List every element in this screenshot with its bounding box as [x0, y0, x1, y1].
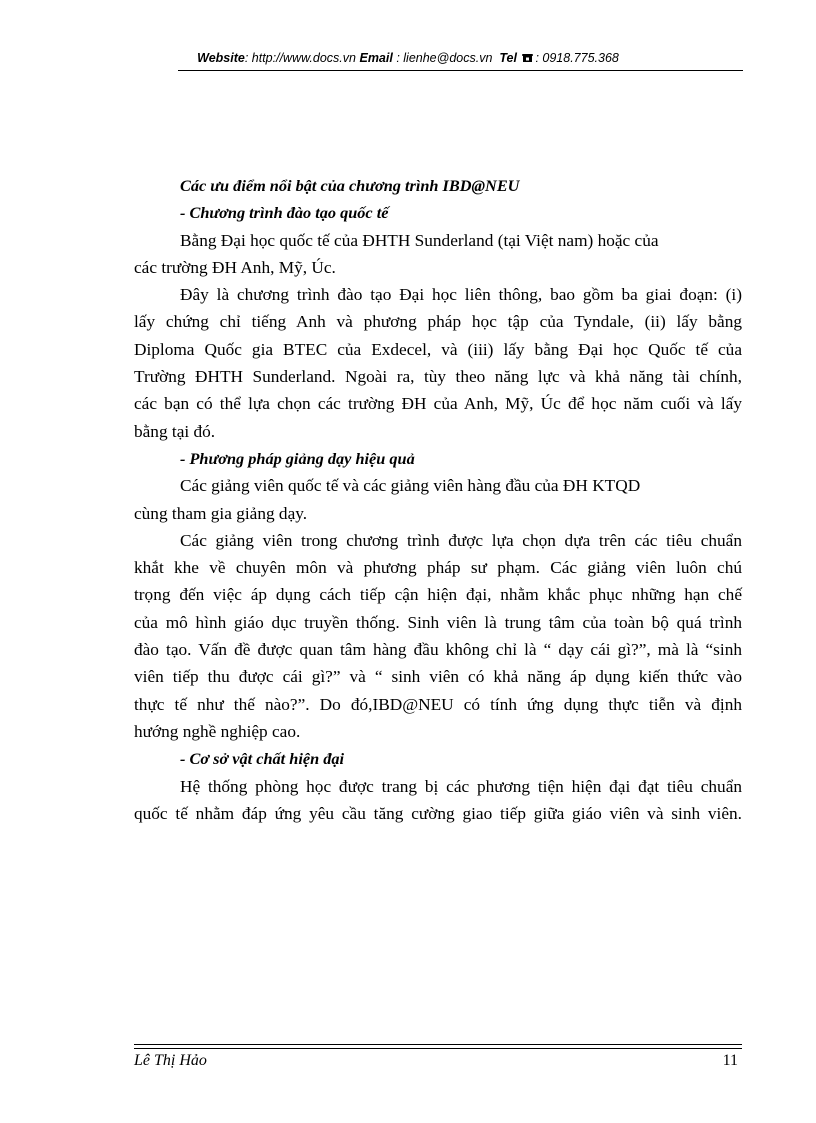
paragraph-line: khắt khe về chuyên môn và phương pháp sư phạm. Các giảng viên luôn chú [134, 558, 742, 578]
paragraph-line: quốc tế nhằm đáp ứng yêu cầu tăng cường giao tiếp giữa giáo viên và sinh viên. [134, 803, 742, 823]
website-value[interactable]: : http://www.docs.vn [244, 51, 356, 65]
tel-value: : 0918.775.368 [535, 51, 619, 65]
tel-label: Tel [499, 51, 517, 65]
paragraph-line: cùng tham gia giảng dạy. [134, 503, 308, 523]
document-body [134, 172, 742, 827]
paragraph-line: đào tạo. Vấn đề được quan tâm hàng đầu không chỉ là “ dạy cái gì?”, mà là “sinh [134, 640, 742, 660]
paragraph-line: Bằng Đại học quốc tế của ĐHTH Sunderland (tại Việt nam) hoặc của [180, 230, 659, 250]
header-rule [178, 70, 743, 71]
paragraph-line: Trường ĐHTH Sunderland. Ngoài ra, tùy theo năng lực và khả năng tài chính, [134, 367, 742, 387]
paragraph-line: trọng đến việc áp dụng cách tiếp cận hiện đại, nhằm khắc phục những hạn chế [134, 585, 742, 605]
paragraph-line: lấy chứng chỉ tiếng Anh và phương pháp học tập của Tyndale, (ii) lấy bằng [134, 312, 742, 332]
paragraph-line: Hệ thống phòng học được trang bị các phương tiện hiện đại đạt tiêu chuẩn [180, 776, 742, 796]
paragraph-line: các trường ĐH Anh, Mỹ, Úc. [134, 257, 336, 277]
paragraph-line: bằng tại đó. [134, 421, 216, 441]
paragraph-line: thực tế như thế nào?”. Do đó,IBD@NEU có tính ứng dụng thực tiễn và định [134, 694, 742, 714]
paragraph-line: Các giảng viên trong chương trình được lựa chọn dựa trên các tiêu chuẩn [180, 530, 742, 550]
page-number: 11 [722, 1052, 738, 1069]
footer-author: Lê Thị Hảo [134, 1052, 207, 1069]
paragraph-line: Đây là chương trình đào tạo Đại học liên thông, bao gồm ba giai đoạn: (i) [180, 285, 742, 305]
subheading-teaching-method: - Phương pháp giảng dạy hiệu quả [180, 448, 415, 468]
page-header [0, 51, 816, 65]
footer-rule [134, 1044, 742, 1045]
footer-rule [134, 1048, 742, 1049]
paragraph-line: các bạn có thể lựa chọn các trường ĐH của Anh, Mỹ, Úc để học năm cuối và lấy [134, 394, 742, 414]
paragraph-line: Diploma Quốc gia BTEC của Exdecel, và (iii) lấy bằng Đại học Quốc tế của [134, 339, 742, 359]
website-label: Website [197, 51, 245, 65]
email-label: Email [359, 51, 393, 65]
section-title: Các ưu điểm nổi bật của chương trình IBD@NEU [180, 176, 520, 195]
email-value[interactable]: : lienhe@docs.vn [396, 51, 493, 65]
telephone-icon [522, 53, 533, 63]
paragraph-line: của mô hình giáo dục truyền thống. Sinh viên là trung tâm của toàn bộ quá trình [134, 612, 742, 632]
paragraph-line: viên tiếp thu được cái gì?” và “ sinh viên có khả năng áp dụng kiến thức vào [134, 667, 742, 687]
paragraph-line: Các giảng viên quốc tế và các giảng viên hàng đầu của ĐH KTQD [180, 476, 641, 496]
paragraph-line: hướng nghề nghiệp cao. [134, 721, 301, 741]
subheading-facilities: - Cơ sở vật chất hiện đại [180, 749, 345, 769]
subheading-international-program: - Chương trình đào tạo quốc tế [180, 203, 389, 223]
